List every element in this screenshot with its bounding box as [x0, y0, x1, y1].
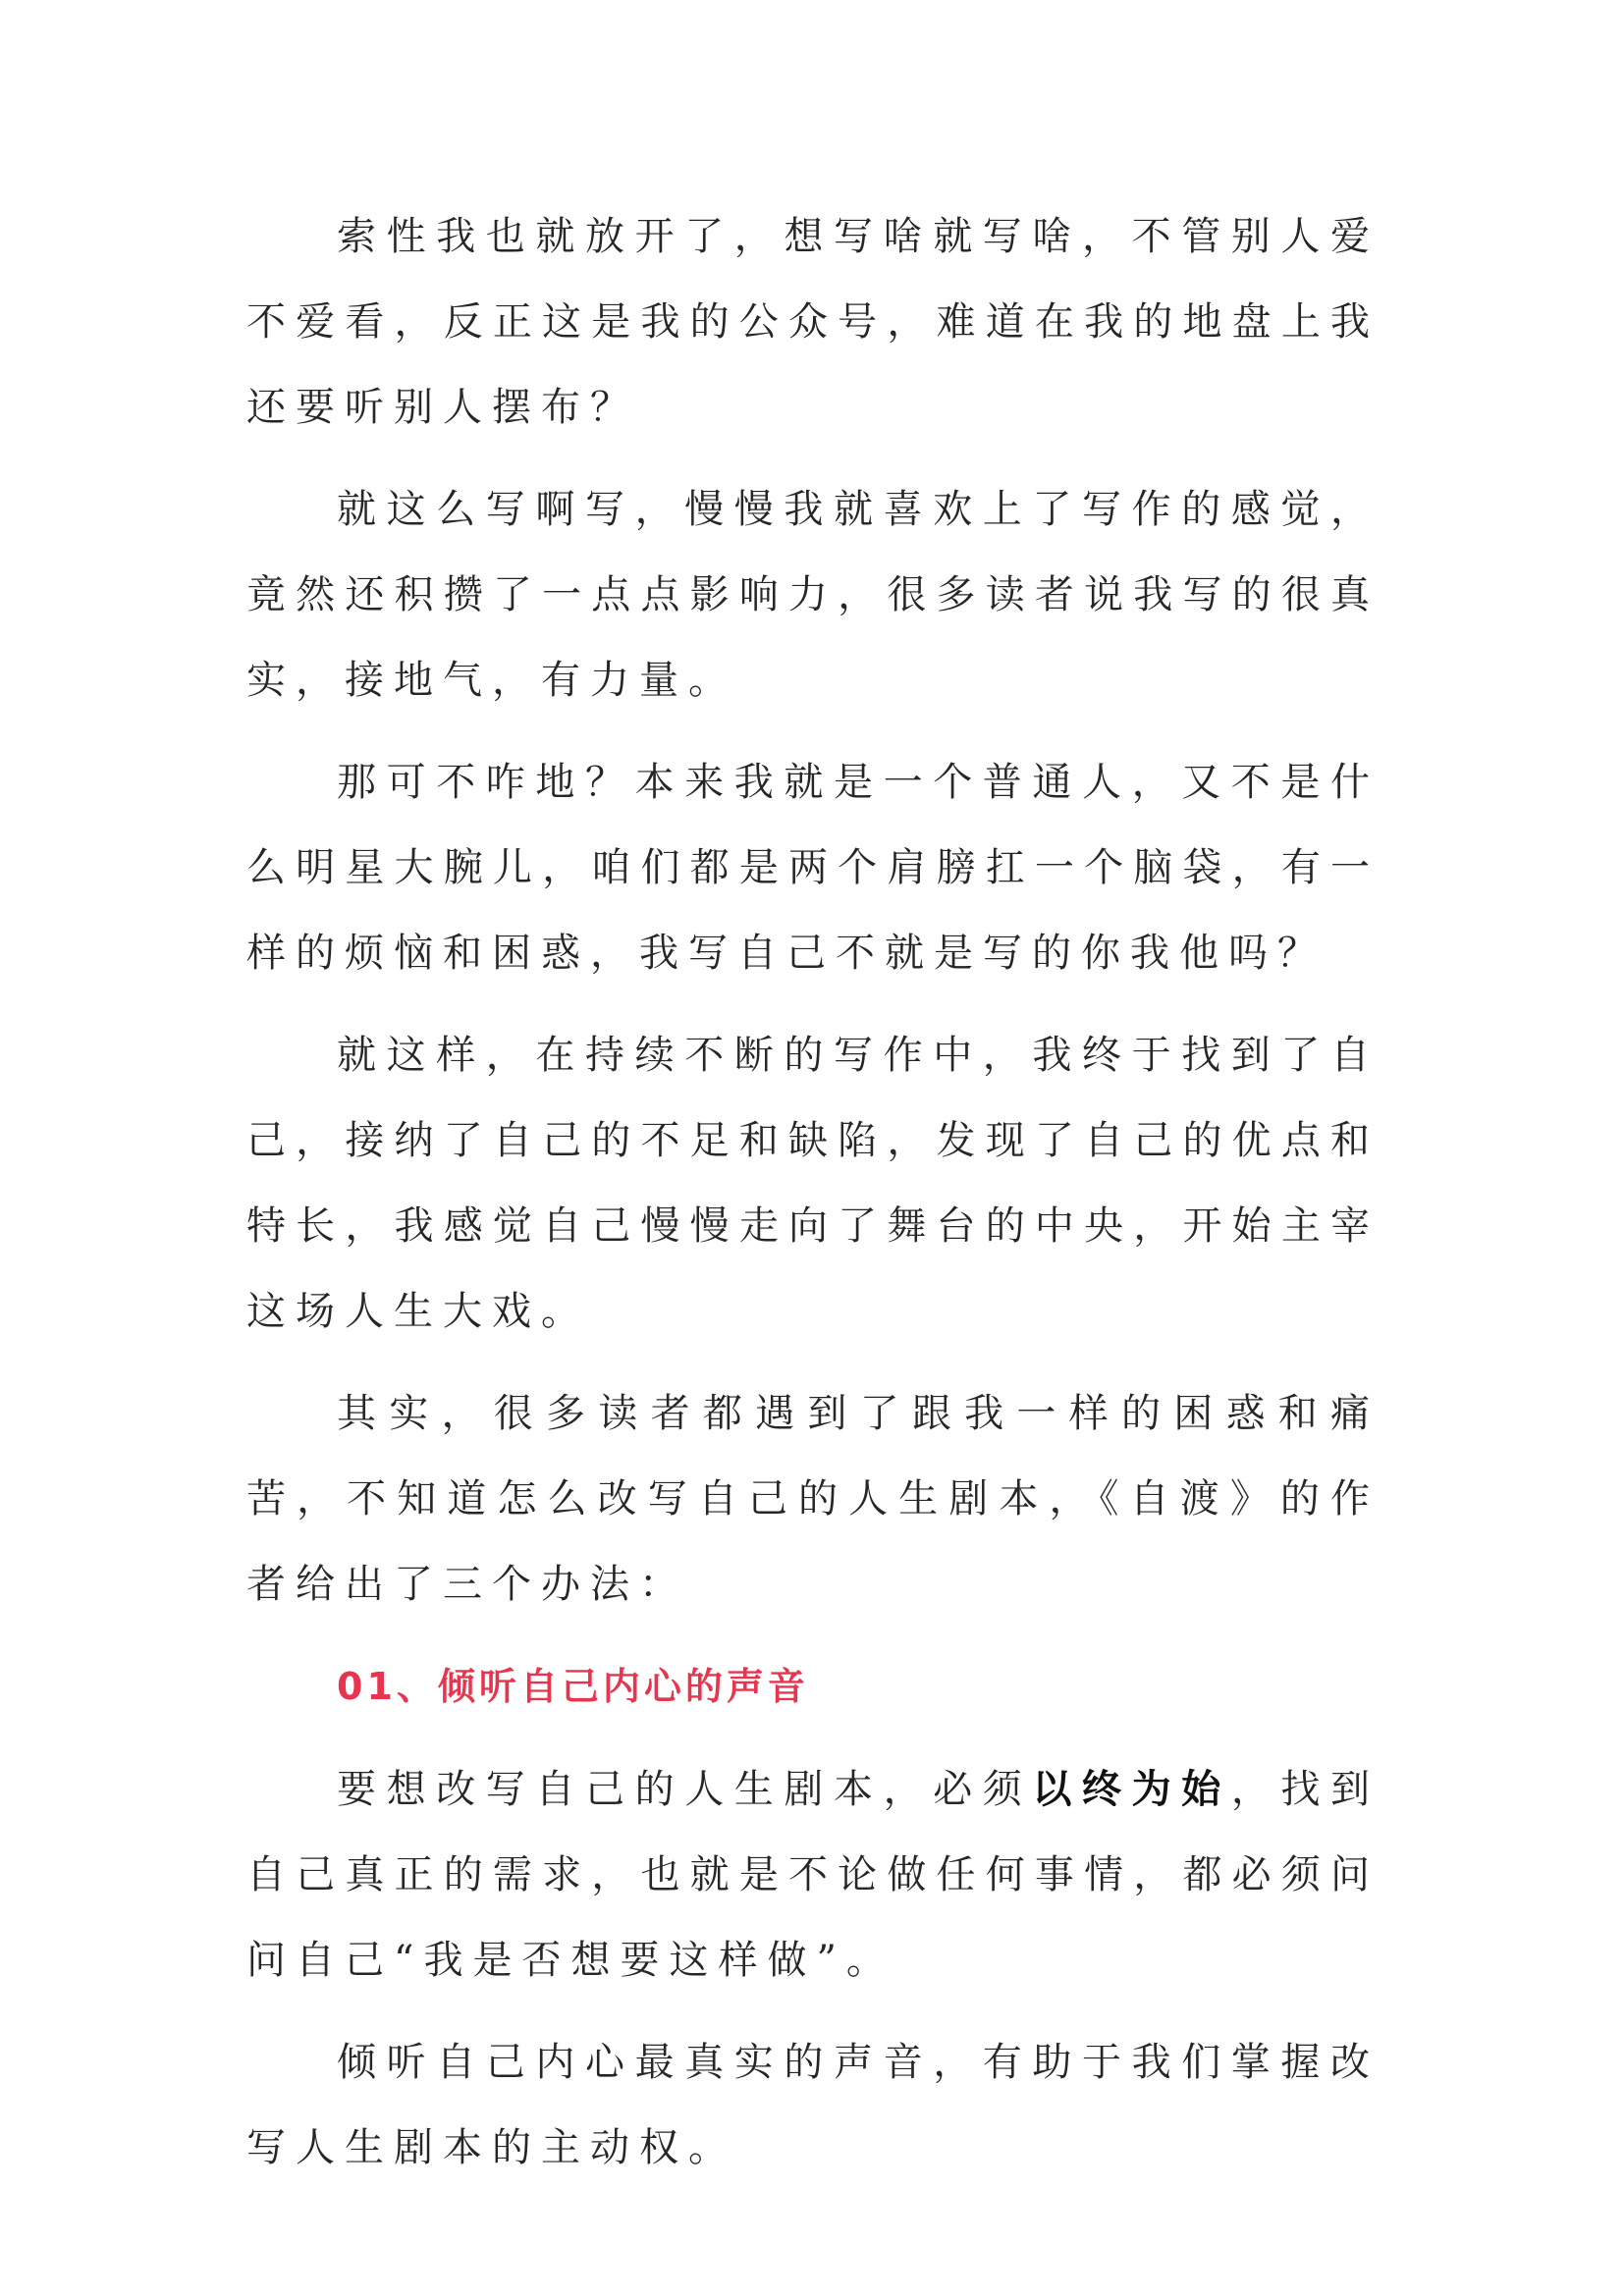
paragraph-1: 索性我也就放开了，想写啥就写啥，不管别人爱不爱看，反正这是我的公众号，难道在我的地盘上我还要听别人摆布？: [246, 214, 1380, 430]
paragraph-last: 倾听自己内心最真实的声音，有助于我们掌握改写人生剧本的主动权。: [246, 2040, 1380, 2170]
paragraph-emphasis: [246, 1746, 1380, 2003]
paragraph-emphasis-after: ，找到自己真正的需求，也就是不论做任何事情，都必须问问自己“我是否想要这样做”。: [246, 1767, 1380, 1983]
paragraph-3: 那可不咋地？本来我就是一个普通人，又不是什么明星大腕儿，咱们都是两个肩膀扛一个脑袋，有一样的烦恼和困惑，我写自己不就是写的你我他吗？: [246, 760, 1380, 976]
paragraph-5: 其实，很多读者都遇到了跟我一样的困惑和痛苦，不知道怎么改写自己的人生剧本，《自渡》的作者给出了三个办法：: [246, 1391, 1380, 1607]
paragraph-emphasis-before: 要想改写自己的人生剧本，必须: [337, 1767, 1033, 1812]
section-heading: 01、倾听自己内心的声音: [337, 1665, 809, 1708]
paragraph-2: 就这么写啊写，慢慢我就喜欢上了写作的感觉，竟然还积攒了一点点影响力，很多读者说我写的很真实，接地气，有力量。: [246, 487, 1380, 703]
emphasis-bold-text: 以终为始: [1032, 1766, 1231, 1812]
document-page: [246, 194, 1380, 2208]
paragraph-4: 就这样，在持续不断的写作中，我终于找到了自己，接纳了自己的不足和缺陷，发现了自己的优点和特长，我感觉自己慢慢走向了舞台的中央，开始主宰这场人生大戏。: [246, 1033, 1380, 1334]
